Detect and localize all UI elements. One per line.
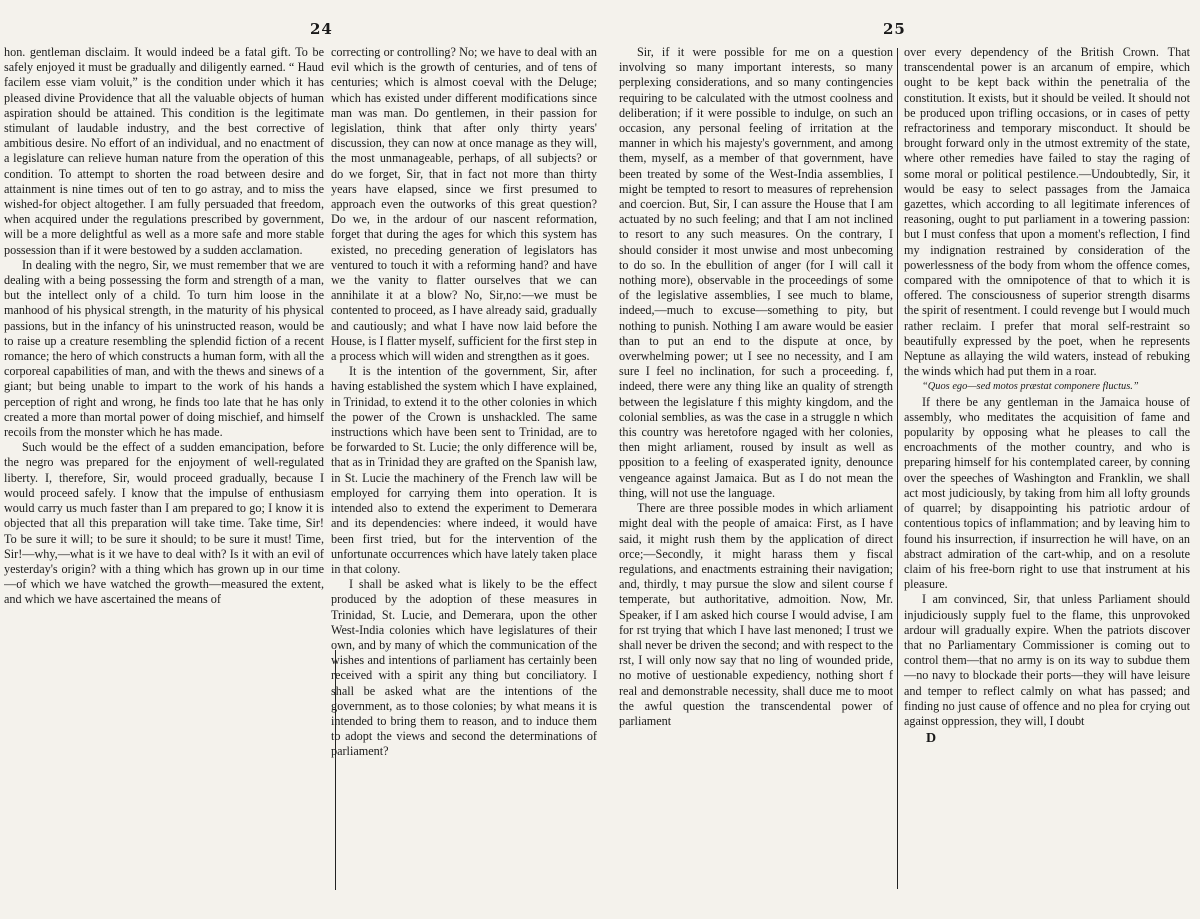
right-column-2 (904, 45, 1190, 911)
paragraph: Sir, if it were possible for me on a question involving so many important interests, so many perplexing considerations, and so many contingencies requiring to be calculated with the utmost coolness and deliberation; if it were possible to indulge, on such an occasion, any personal feeling of irritation at the manner in which his majesty's government, and among them, myself, as a member of that government, have been treated by some of the West-India assemblies, I might be tempted to resort to measures of reprehension and coercion. But, Sir, I can assure the House that I am actuated by no such feeling; and that I am not inclined to resort to any such measures. On the contrary, I should consider it most unwise and most unbecoming to do so. In the ebullition of anger (for I will call it nothing more), observable in the proceedings of some of the legislative assemblies, I see much to blame, indeed,—much to excuse—something to pity, but nothing to punish. Nothing I am aware would be easier than to put an end to the dispute at once, by overwhelming power; ut I see no necessity, and I am sure I feel no inclination, for such a proceeding. f, indeed, there were any thing like an quality of strength between the legislature f this mighty kingdom, and the colonial semblies, as was the case in a struggle n which this country was heretofore ngaged with her colonies, then might arliament, roused by insult as well as pposition to a feeling of exasperated ignity, denounce vengeance against Jamaica. But as I do not mean the thing, will not use the language. (619, 45, 893, 500)
paragraph: correcting or controlling? No; we have to deal with an evil which is the growth of centuries, and of tens of centuries; which is almost coeval with the Deluge; which has existed under different modifications since man was man. Do gentlemen, in their passion for legislation, think that after only thirty years' discussion, they can now at once manage as they will, the most unmanageable, perhaps, of all subjects? or do we forget, Sir, that in fact not more than thirty years have elapsed, since we first presumed to approach even the outworks of this great question? Do we, in the ardour of our nascent reformation, forget that during the ages for which this system has existed, no preceding generation of legislators has ventured to touch it with a reforming hand? and have we the vanity to flatter ourselves that we can annihilate it at a blow? No, Sir,no:—we must be contented to proceed, as I have already said, gradually and cautiously; and what I have now laid before the House, is I flatter myself, sufficient for the first step in a process which will widen and strengthen as it goes. (331, 45, 597, 364)
paragraph: I shall be asked what is likely to be the effect produced by the adoption of these measures in Trinidad, St. Lucie, and Demerara, upon the other West-India colonies which have legislatures of their own, and by many of which the communication of the wishes and intentions of parliament has certainly been received with a spirit any thing but conciliatory. I shall be asked what are the intentions of the government, as to those colonies; by what means it is intended to bring them to reason, and to induce them to adopt the views and second the determinations of parliament? (331, 577, 597, 759)
right-column-1 (619, 45, 893, 911)
paragraph: It is the intention of the government, Sir, after having established the system which I have explained, in Trinidad, to extend it to the other colonies in which the power of the Crown is unshackled. The same instructions which have been sent to Trinidad, are to be forwarded to St. Lucie; the only difference will be, that as in Trinidad they are grafted on the Spanish law, in St. Lucie the machinery of the French law will be employed for carrying them into operation. It is intended also to extend the experiment to Demerara and its dependencies: where indeed, it would have been first tried, but for the intervention of the unfortunate occurrences which have lately taken place in that colony. (331, 364, 597, 576)
right-page (600, 0, 1200, 919)
paragraph: I am convinced, Sir, that unless Parliament should injudiciously supply fuel to the flame, this unprovoked ardour will gradually expire. When the patriots discover that no Parliamentary Commissioner is coming out to control them—that no army is on its way to subdue them—no navy to blockade their ports—they will have leisure and temper to reflect calmly on what has passed; and finding no just cause of offence and no plea for crying out against oppression, they will, I doubt (904, 592, 1190, 728)
page-number-right: 25 (883, 20, 906, 38)
paragraph: In dealing with the negro, Sir, we must remember that we are dealing with a being possessing the form and strength of a man, but the intellect only of a child. To turn him loose in the manhood of his physical strength, in the maturity of his physical passions, but in the infancy of his uninstructed reason, would be to raise up a creature resembling the splendid fiction of a recent romance; the hero of which constructs a human form, with all the corporeal capabilities of man, and with the thews and sinews of a giant; but being unable to impart to the work of his hands a perception of right and wrong, he finds too late that he has only created a more than mortal power of doing mischief, and himself recoils from the monster which he has made. (4, 257, 324, 440)
signature-mark: D (926, 731, 937, 747)
paragraph: over every dependency of the British Crown. That transcendental power is an arcanum of empire, which ought to be kept back within the penetralia of the constitution. It exists, but it should be veiled. It should not be produced upon trifling occasions, or in cases of petty refractoriness and temporary misconduct. It should be brought forward only in the utmost extremity of the state, where other remedies have failed to stay the raging of some moral or political pestilence.—Undoubtedly, Sir, it would be easy to select passages from the Jamaica gazettes, which according to all legitimate inferences of reasoning, ought to put parliament in a towering passion: but I must confess that upon a moment's reflection, I find my indignation restrained by consideration of the powerlessness of the body from whom the offence comes, compared with the omnipotence of that to which it is offered. The consciousness of superior strength disarms the spirit of resentment. I could revenge but I would much rather reclaim. I prefer that moral self-restraint so beautifully expressed by the poet, when he represents Neptune as allaying the wild waters, instead of rebuking the winds which had put them in a roar. (904, 45, 1190, 379)
left-column-1 (4, 45, 324, 911)
paragraph: hon. gentleman disclaim. It would indeed be a fatal gift. To be safely enjoyed it must be gradually and diligently earned. “ Haud facilem esse viam voluit,” is the condition under which it has pleased divine Providence that all the valuable objects of human aspiration should be attained. This condition is the legitimate stimulant of laudable industry, and the best corrective of ambitious desire. No effort of an individual, and no enactment of a legislature can relieve human nature from the operation of this condition. To attempt to shorten the road between desire and attainment is nine times out of ten to go astray, and to miss the wished-for object altogether. I am fully persuaded that freedom, when acquired under the regulations prescribed by government, will be a more delightful as well as a more safe and more stable possession than if it were bestowed by a sudden acclamation. (4, 45, 324, 257)
paragraph: If there be any gentleman in the Jamaica house of assembly, who meditates the acquisition of fame and popularity by opposing what he pleases to call the encroachments of the mother country, and who is preparing himself for his contemplated career, by conning over the speeches of Washington and Franklin, we shall act most judiciously, by taking from him all lofty grounds of quarrel; by disappointing his patriotic ardour of contentious topics of inflammation; and by leaving him to found his insurrection, if insurrection he will have, on an abstract admiration of the cart-whip, and on a resolute claim of his free-born right to use that instrument at his pleasure. (904, 394, 1190, 592)
latin-quotation: “Quos ego—sed motos præstat componere fluctus.” (922, 381, 1139, 393)
column-rule (897, 48, 898, 889)
paragraph: There are three possible modes in which arliament might deal with the people of amaica: First, as I have said, it might rush them by the application of direct orce;—Secondly, it might harass them y fiscal regulations, and enactments estraining their navigation; and, thirdly, t may pursue the slow and silent course f temperate, but authoritative, admoition. Now, Mr. Speaker, if I am asked hich course I would advise, I am for rst trying that which I have last menoned; I trust we shall never be driven the second; and with respect to the rst, I will only now say that no ling of wounded pride, no motive of uestionable expediency, nothing short f real and demonstrable necessity, shall duce me to moot the awful question the transcendental power of parliament (619, 501, 893, 728)
left-column-2 (331, 45, 597, 911)
paragraph: Such would be the effect of a sudden emancipation, before the negro was prepared for the enjoyment of well-regulated liberty. I, therefore, Sir, would proceed gradually, because I would proceed safely. I know that the impulse of enthusiasm would carry us much faster than I am prepared to go; I know it is objected that all this preparation will take time. Take time, Sir! To be sure it will; to be sure it should; to be sure it must! Time, Sir!—why,—what is it we have to deal with? Is it with an evil of yesterday's origin? with a thing which has grown up in our time—of which we have watched the growth—measured the extent, and which we have ascertained the means of (4, 440, 324, 607)
page-number-left: 24 (310, 20, 333, 38)
